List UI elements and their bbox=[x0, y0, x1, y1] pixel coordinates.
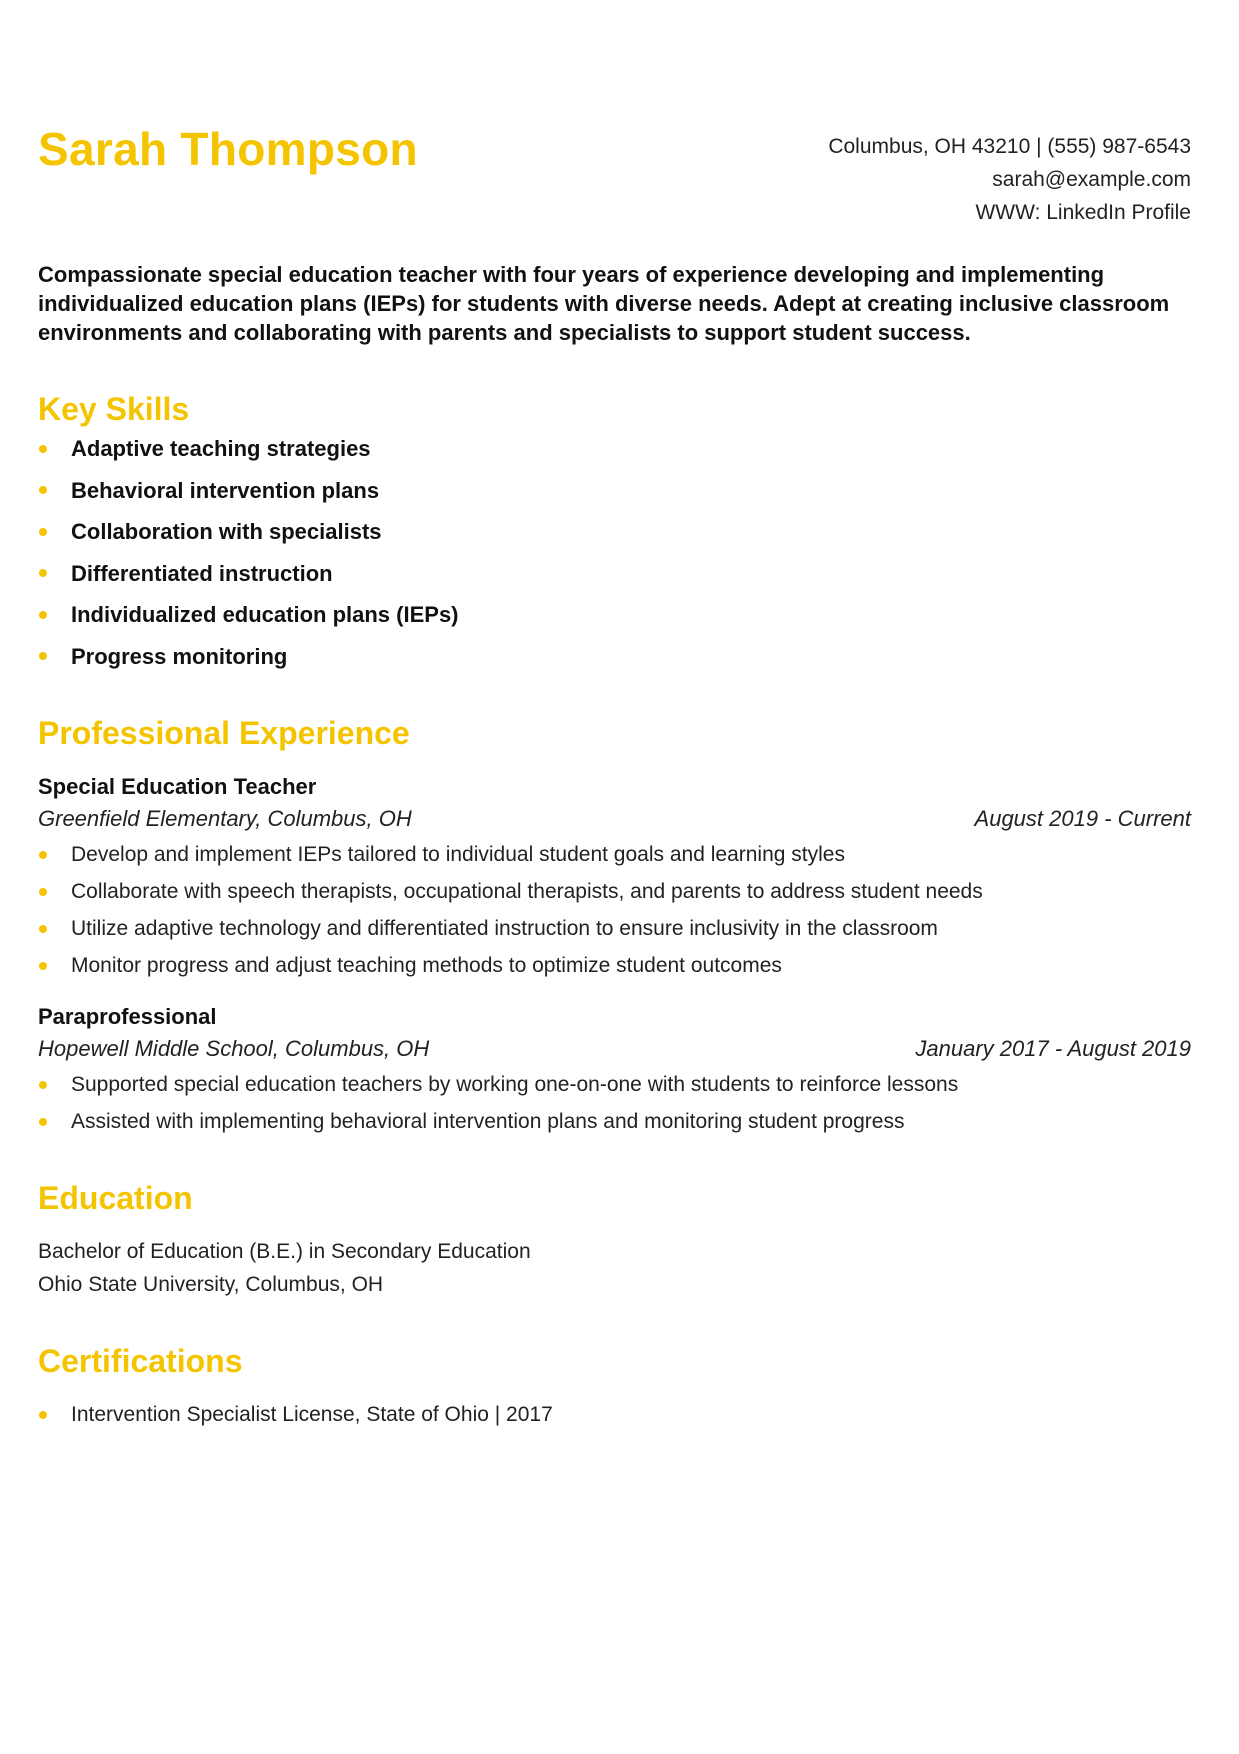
candidate-name: Sarah Thompson bbox=[38, 123, 418, 175]
bullet-icon bbox=[39, 652, 47, 660]
skill-label: Progress monitoring bbox=[71, 643, 288, 669]
bullet-icon bbox=[39, 528, 47, 536]
skill-item bbox=[38, 553, 1191, 595]
duty-text: Assisted with implementing behavioral intervention plans and monitoring student progress bbox=[71, 1110, 905, 1133]
job-entry bbox=[38, 1002, 1191, 1140]
job-entry bbox=[38, 772, 1191, 984]
skill-label: Adaptive teaching strategies bbox=[71, 436, 371, 461]
contact-info bbox=[828, 130, 1191, 229]
skill-item bbox=[38, 636, 1191, 678]
skill-item bbox=[38, 594, 1191, 636]
duty-item bbox=[38, 1066, 1191, 1103]
certification-text: Intervention Specialist License, State of Ohio | 2017 bbox=[71, 1403, 553, 1426]
skill-item bbox=[38, 511, 1191, 553]
bullet-icon bbox=[39, 569, 47, 577]
resume-header bbox=[38, 0, 1191, 260]
experience-heading: Professional Experience bbox=[38, 715, 410, 751]
job-meta bbox=[38, 1032, 1191, 1066]
duty-item bbox=[38, 910, 1191, 947]
education-entry bbox=[38, 1235, 1191, 1301]
job-dates: January 2017 - August 2019 bbox=[915, 1036, 1191, 1061]
bullet-icon bbox=[39, 962, 47, 970]
duty-item bbox=[38, 1103, 1191, 1140]
employer: Hopewell Middle School, Columbus, OH bbox=[38, 1036, 430, 1061]
skill-label: Behavioral intervention plans bbox=[71, 477, 380, 503]
duty-text: Utilize adaptive technology and differentiated instruction to ensure inclusivity in the classroom bbox=[71, 917, 938, 940]
website-link: WWW: LinkedIn Profile bbox=[975, 201, 1191, 224]
skills-list bbox=[38, 428, 1191, 677]
certifications-heading: Certifications bbox=[38, 1343, 243, 1379]
certification-item bbox=[38, 1398, 1191, 1431]
bullet-icon bbox=[39, 851, 47, 859]
duty-text: Develop and implement IEPs tailored to individual student goals and learning styles bbox=[71, 843, 845, 866]
job-dates: August 2019 - Current bbox=[974, 806, 1191, 831]
skill-item bbox=[38, 428, 1191, 470]
job-title: Special Education Teacher bbox=[38, 774, 317, 799]
duties-list bbox=[38, 1066, 1191, 1140]
job-meta bbox=[38, 802, 1191, 836]
email-address: sarah@example.com bbox=[992, 168, 1191, 191]
bullet-icon bbox=[39, 611, 47, 619]
duty-item bbox=[38, 836, 1191, 873]
location-phone: Columbus, OH 43210 | (555) 987-6543 bbox=[828, 135, 1191, 158]
employer: Greenfield Elementary, Columbus, OH bbox=[38, 806, 412, 831]
duty-text: Collaborate with speech therapists, occupational therapists, and parents to address student needs bbox=[71, 880, 983, 903]
duty-text: Supported special education teachers by working one-on-one with students to reinforce lessons bbox=[71, 1073, 959, 1096]
duty-item bbox=[38, 947, 1191, 984]
skill-label: Differentiated instruction bbox=[71, 560, 333, 586]
skill-label: Collaboration with specialists bbox=[71, 519, 382, 544]
education-heading: Education bbox=[38, 1180, 193, 1216]
skills-heading: Key Skills bbox=[38, 391, 190, 427]
skill-label: Individualized education plans (IEPs) bbox=[71, 602, 459, 627]
duty-text: Monitor progress and adjust teaching methods to optimize student outcomes bbox=[71, 954, 782, 977]
duty-item bbox=[38, 873, 1191, 910]
job-title: Paraprofessional bbox=[38, 1004, 217, 1029]
certifications-list bbox=[38, 1398, 1191, 1431]
bullet-icon bbox=[39, 445, 47, 453]
bullet-icon bbox=[39, 486, 47, 494]
bullet-icon bbox=[39, 888, 47, 896]
bullet-icon bbox=[39, 925, 47, 933]
school: Ohio State University, Columbus, OH bbox=[38, 1273, 384, 1296]
bullet-icon bbox=[39, 1118, 47, 1126]
skill-item bbox=[38, 470, 1191, 512]
bullet-icon bbox=[39, 1081, 47, 1089]
professional-summary: Compassionate special education teacher with four years of experience developing and implementing individualized education plans (IEPs) for students with diverse needs. Adept at creating inclusive classroom environments and collaborating with parents and specialists to support student success. bbox=[38, 262, 1170, 345]
duties-list bbox=[38, 836, 1191, 984]
bullet-icon bbox=[39, 1411, 47, 1419]
degree: Bachelor of Education (B.E.) in Secondary Education bbox=[38, 1240, 531, 1263]
